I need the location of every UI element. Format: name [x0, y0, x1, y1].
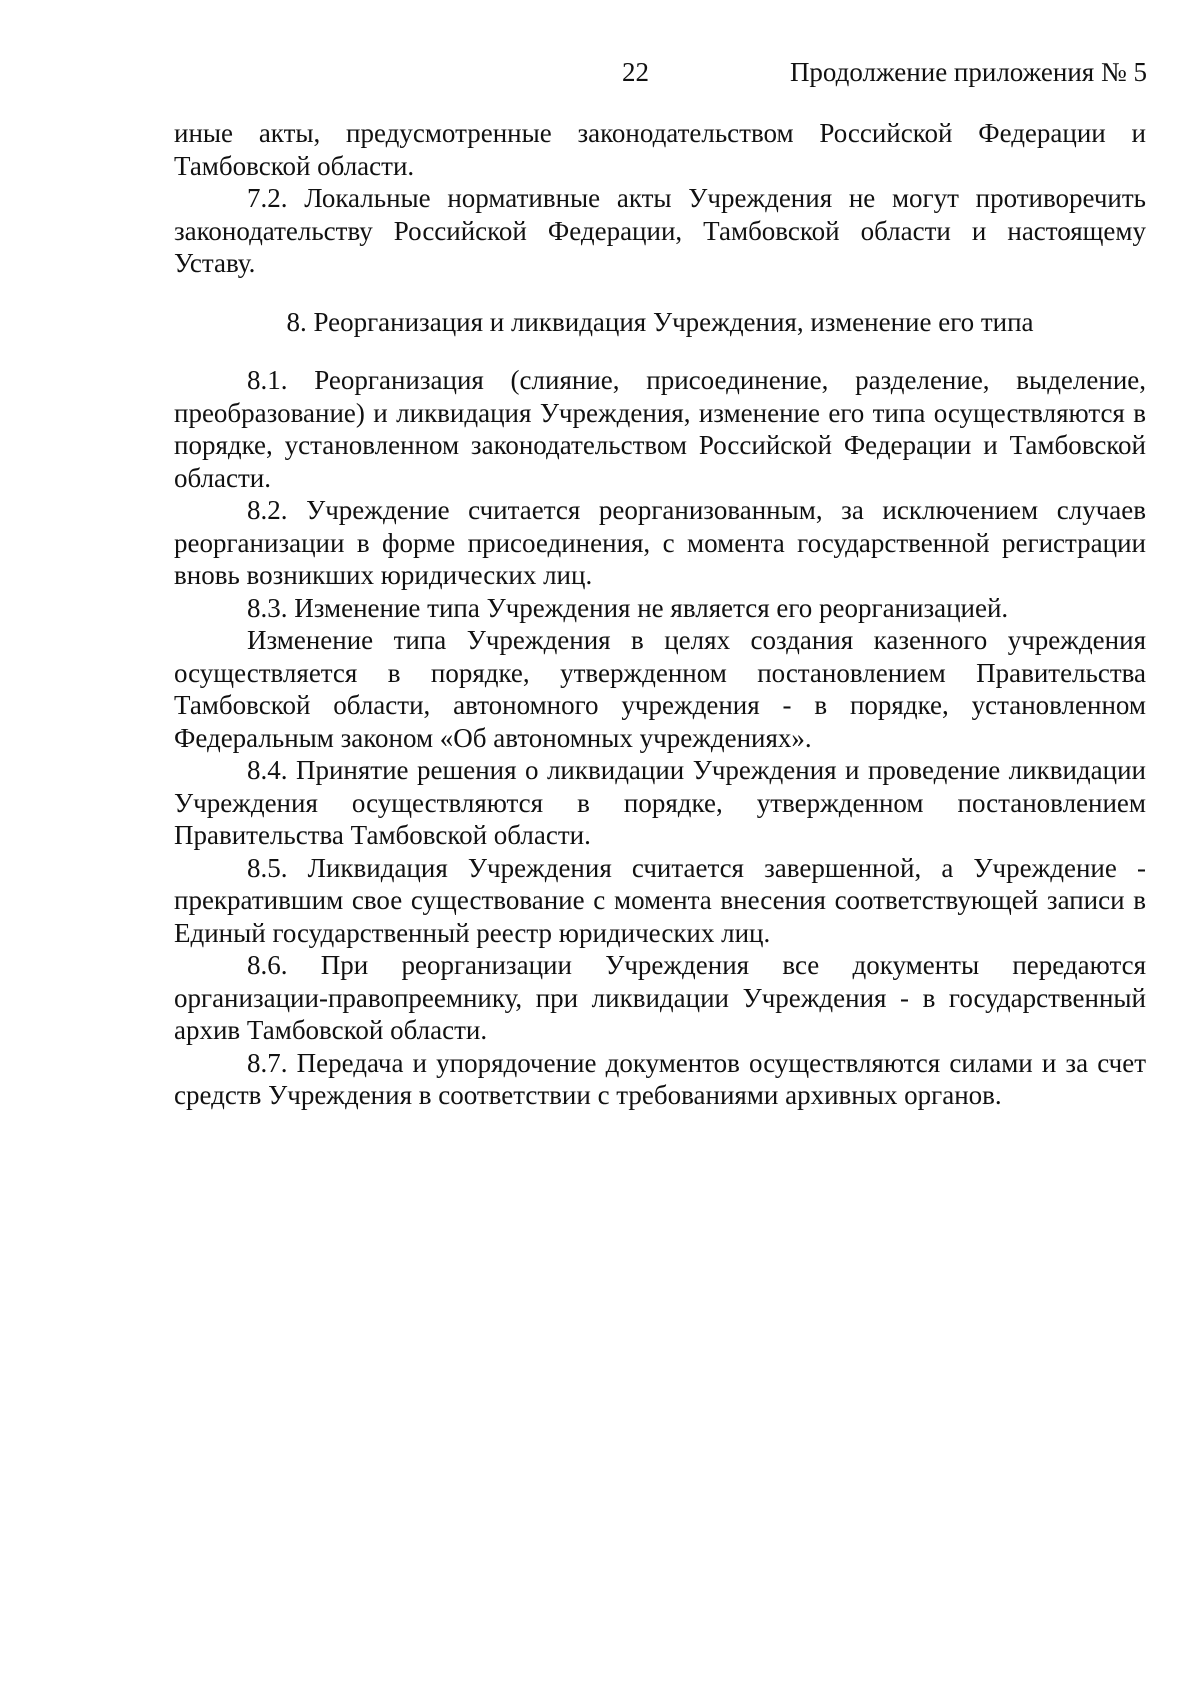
paragraph-8-3-continued: Изменение типа Учреждения в целях создания казенного учреждения осуществляется в порядке, утвержденном постановлением Правительства Тамбовской области, автономного учреждения - в порядке, установленном Федеральным законом «Об автономных учреждениях».: [174, 625, 1146, 753]
paragraph-8-3: 8.3. Изменение типа Учреждения не является его реорганизацией.: [247, 592, 1009, 623]
paragraph-8-4: 8.4. Принятие решения о ликвидации Учреждения и проведение ликвидации Учреждения осуществляются в порядке, утвержденном постановлением Правительства Тамбовской области.: [174, 755, 1146, 850]
page-number: 22: [622, 57, 649, 87]
paragraph-8-7: 8.7. Передача и упорядочение документов осуществляются силами и за счет средств Учреждения в соответствии с требованиями архивных органов.: [174, 1047, 1146, 1110]
paragraph-8-6: 8.6. При реорганизации Учреждения все документы передаются организации-правопреемнику, при ликвидации Учреждения - в государственный архив Тамбовской области.: [174, 950, 1146, 1045]
appendix-continuation-label: Продолжение приложения № 5: [789, 57, 1147, 87]
section-heading: 8. Реорганизация и ликвидация Учреждения, изменение его типа: [286, 306, 1034, 337]
paragraph-8-2: 8.2. Учреждение считается реорганизованным, за исключением случаев реорганизации в форме присоединения, с момента государственной регистрации вновь возникших юридических лиц.: [174, 495, 1146, 590]
paragraph-7-2: 7.2. Локальные нормативные акты Учреждения не могут противоречить законодательству Российской Федерации, Тамбовской области и настоящему Уставу.: [174, 183, 1146, 278]
paragraph-continuation: иные акты, предусмотренные законодательством Российской Федерации и Тамбовской области.: [174, 118, 1146, 181]
document-body: [174, 117, 1146, 1112]
paragraph-8-1: 8.1. Реорганизация (слияние, присоединение, разделение, выделение, преобразование) и ликвидация Учреждения, изменение его типа осуществляются в порядке, установленном законодательством Российской Федерации и Тамбовской области.: [174, 365, 1146, 493]
paragraph-8-5: 8.5. Ликвидация Учреждения считается завершенной, а Учреждение - прекратившим свое существование с момента внесения соответствующей записи в Единый государственный реестр юридических лиц.: [174, 852, 1146, 948]
